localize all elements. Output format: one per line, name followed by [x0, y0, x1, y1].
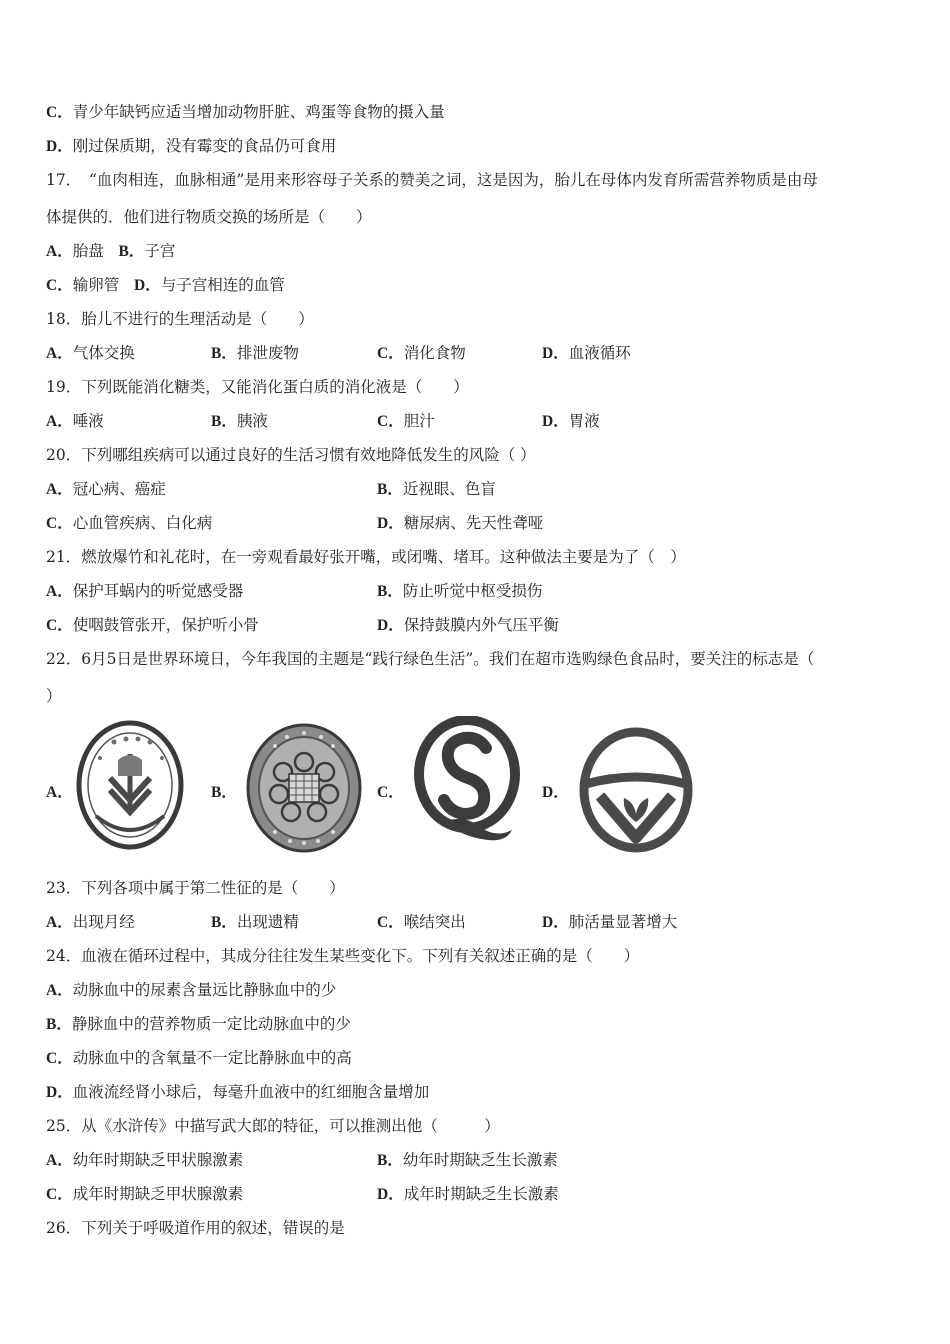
q21-option-b: B．防止听觉中枢受损伤 [377, 582, 543, 600]
q22-option-b-label: B． [211, 784, 237, 801]
q26-stem: 26．下列关于呼吸道作用的叙述，错误的是 [46, 1219, 345, 1237]
q20-stem: 20．下列哪组疾病可以通过良好的生活习惯有效地降低发生的风险（ ） [46, 446, 536, 464]
q23-option-a: A．出现月经 [46, 913, 135, 931]
q17-stem-line2: 体提供的．他们进行物质交换的场所是（ ） [46, 208, 372, 226]
q22-stem-line1: 22．6月5日是世界环境日，今年我国的主题是“践行绿色生活”。我们在超市选购绿色食品时，要关注的标志是（ [46, 650, 815, 668]
q19-option-a: A．唾液 [46, 412, 104, 430]
q25-option-d: D．成年时期缺乏生长激素 [377, 1185, 559, 1203]
q24-option-d: D．血液流经肾小球后，每毫升血液中的红细胞含量增加 [46, 1083, 430, 1101]
q18-option-a: A．气体交换 [46, 344, 135, 362]
q22-option-c-label: C． [377, 784, 404, 801]
q19-option-d: D．胃液 [542, 412, 600, 430]
q16-option-d: D．刚过保质期，没有霉变的食品仍可食用 [46, 137, 337, 155]
q20-option-b: B．近视眼、色盲 [377, 480, 496, 498]
q23-stem: 23．下列各项中属于第二性征的是（ ） [46, 879, 345, 897]
q17-options-cd: C．输卵管 D．与子宫相连的血管 [46, 276, 285, 294]
q18-option-d: D．血液循环 [542, 344, 631, 362]
q21-option-a: A．保护耳蜗内的听觉感受器 [46, 582, 244, 600]
qs-logo-icon [412, 716, 522, 844]
q25-option-a: A．幼年时期缺乏甲状腺激素 [46, 1151, 244, 1169]
q21-option-c: C．使咽鼓管张开，保护听小骨 [46, 616, 259, 634]
quality-certification-seal-icon [245, 722, 363, 854]
q22-stem-line2: ） [46, 687, 62, 705]
q20-option-d: D．糖尿病、先天性聋哑 [377, 514, 544, 532]
q24-option-c: C．动脉血中的含氧量不一定比静脉血中的高 [46, 1049, 352, 1067]
q23-option-b: B．出现遗精 [211, 913, 299, 931]
q18-option-b: B．排泄废物 [211, 344, 299, 362]
q23-option-d: D．肺活量显著增大 [542, 913, 678, 931]
q18-option-c: C．消化食物 [377, 344, 466, 362]
q18-stem: 18．胎儿不进行的生理活动是（ ） [46, 310, 314, 328]
q24-option-b: B．静脉血中的营养物质一定比动脉血中的少 [46, 1015, 351, 1033]
q25-option-c: C．成年时期缺乏甲状腺激素 [46, 1185, 244, 1203]
q22-option-a-label: A． [46, 784, 73, 801]
q17-stem-line1: 17． “血肉相连，血脉相通”是用来形容母子关系的赞美之词，这是因为，胎儿在母体内发育所需营养物质是由母 [46, 171, 818, 189]
q25-option-b: B．幼年时期缺乏生长激素 [377, 1151, 558, 1169]
q21-stem: 21．燃放爆竹和礼花时，在一旁观看最好张开嘴，或闭嘴、堵耳。这种做法主要是为了（ ） [46, 548, 686, 566]
green-food-seal-icon [76, 720, 184, 850]
china-environmental-label-icon [578, 726, 694, 854]
q19-stem: 19．下列既能消化糖类，又能消化蛋白质的消化液是（ ） [46, 378, 469, 396]
q25-stem: 25．从《水浒传》中描写武大郎的特征，可以推测出他（ ） [46, 1117, 500, 1135]
q19-option-c: C．胆汁 [377, 412, 435, 430]
q16-option-c: C．青少年缺钙应适当增加动物肝脏、鸡蛋等食物的摄入量 [46, 103, 445, 121]
q20-option-c: C．心血管疾病、白化病 [46, 514, 213, 532]
q23-option-c: C．喉结突出 [377, 913, 466, 931]
q21-option-d: D．保持鼓膜内外气压平衡 [377, 616, 559, 634]
q20-option-a: A．冠心病、癌症 [46, 480, 166, 498]
q17-options-ab: A．胎盘 B．子宫 [46, 242, 176, 260]
q24-stem: 24．血液在循环过程中，其成分往往发生某些变化下。下列有关叙述正确的是（ ） [46, 947, 640, 965]
q24-option-a: A．动脉血中的尿素含量远比静脉血中的少 [46, 981, 337, 999]
q22-option-d-label: D． [542, 784, 569, 801]
q19-option-b: B．胰液 [211, 412, 268, 430]
